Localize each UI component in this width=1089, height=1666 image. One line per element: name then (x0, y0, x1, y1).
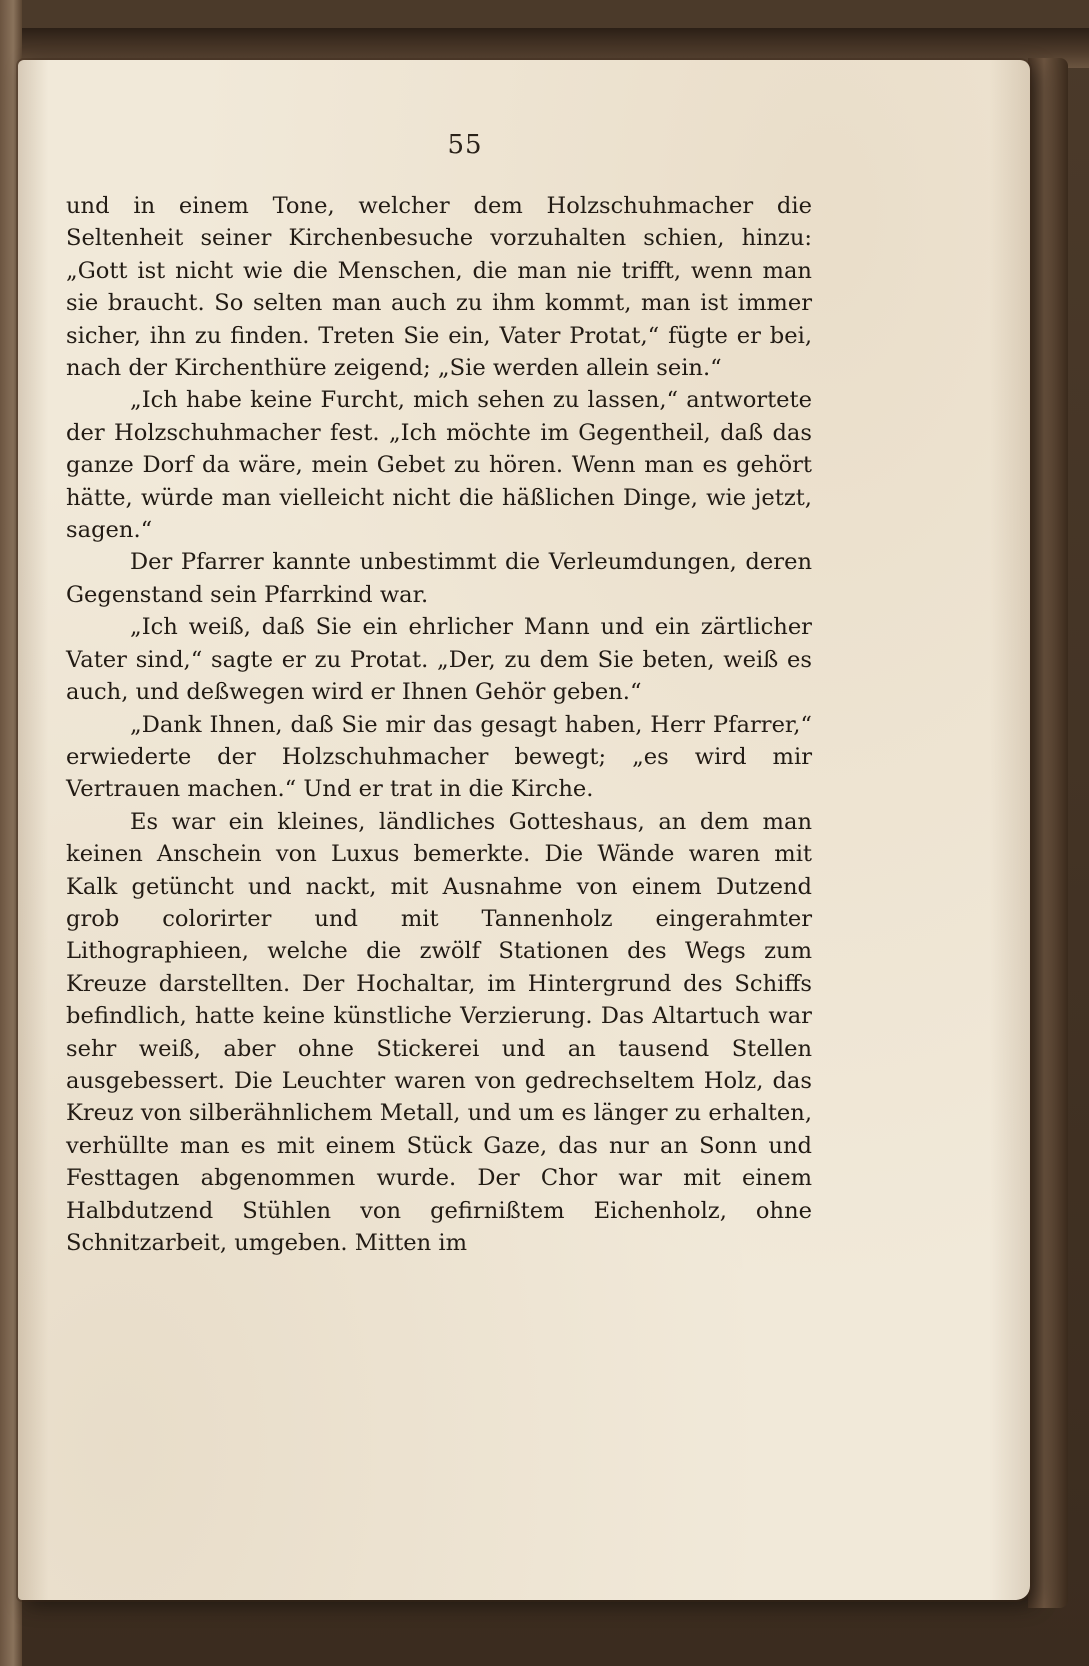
body-text (66, 190, 812, 1259)
paragraph: und in einem Tone, welcher dem Holzschuhmacher die Seltenheit seiner Kirchenbesuche vorzuhalten schien, hinzu: „Gott ist nicht wie die Menschen, die man nie trifft, wenn man sie braucht. So selten man auch zu ihm kommt, man ist immer sicher, ihn zu finden. Treten Sie ein, Vater Protat,“ fügte er bei, nach der Kirchenthüre zeigend; „Sie werden allein sein.“ (66, 193, 812, 382)
paragraph: Es war ein kleines, ländliches Gotteshaus, an dem man keinen Anschein von Luxus bemerkte. Die Wände waren mit Kalk getüncht und nackt, mit Ausnahme von einem Dutzend grob colorirter und mit Tannenholz eingerahmter Lithographieen, welche die zwölf Stationen des Wegs zum Kreuze darstellten. Der Hochaltar, im Hintergrund des Schiffs befindlich, hatte keine künstliche Verzierung. Das Altartuch war sehr weiß, aber ohne Stickerei und an tausend Stellen ausgebessert. Die Leuchter waren von gedrechseltem Holz, das Kreuz von silberähnlichem Metall, und um es länger zu erhalten, verhüllte man es mit einem Stück Gaze, das nur an Sonn und Festtagen abgenommen wurde. Der Chor war mit einem Halbdutzend Stühlen von gefirnißtem Eichenholz, ohne Schnitzarbeit, umgeben. Mitten im (66, 808, 812, 1256)
paragraph: „Ich habe keine Furcht, mich sehen zu lassen,“ antwortete der Holzschuhmacher fest. „Ich möchte im Gegentheil, daß das ganze Dorf da wäre, mein Gebet zu hören. Wenn man es gehört hätte, würde man vielleicht nicht die häßlichen Dinge, wie jetzt, sagen.“ (66, 387, 812, 544)
paragraph: „Dank Ihnen, daß Sie mir das gesagt haben, Herr Pfarrer,“ erwiederte der Holzschuhmacher bewegt; „es wird mir Vertrauen machen.“ Und er trat in die Kirche. (66, 711, 812, 803)
page-number: 55 (447, 130, 483, 160)
book-right-edge (1028, 58, 1068, 1608)
paragraph: „Ich weiß, daß Sie ein ehrlicher Mann und ein zärtlicher Vater sind,“ sagte er zu Protat. „Der, zu dem Sie beten, weiß es auch, und deßwegen wird er Ihnen Gehör geben.“ (66, 614, 812, 706)
paragraph: Der Pfarrer kannte unbestimmt die Verleumdungen, deren Gegenstand sein Pfarrkind war. (66, 549, 812, 608)
